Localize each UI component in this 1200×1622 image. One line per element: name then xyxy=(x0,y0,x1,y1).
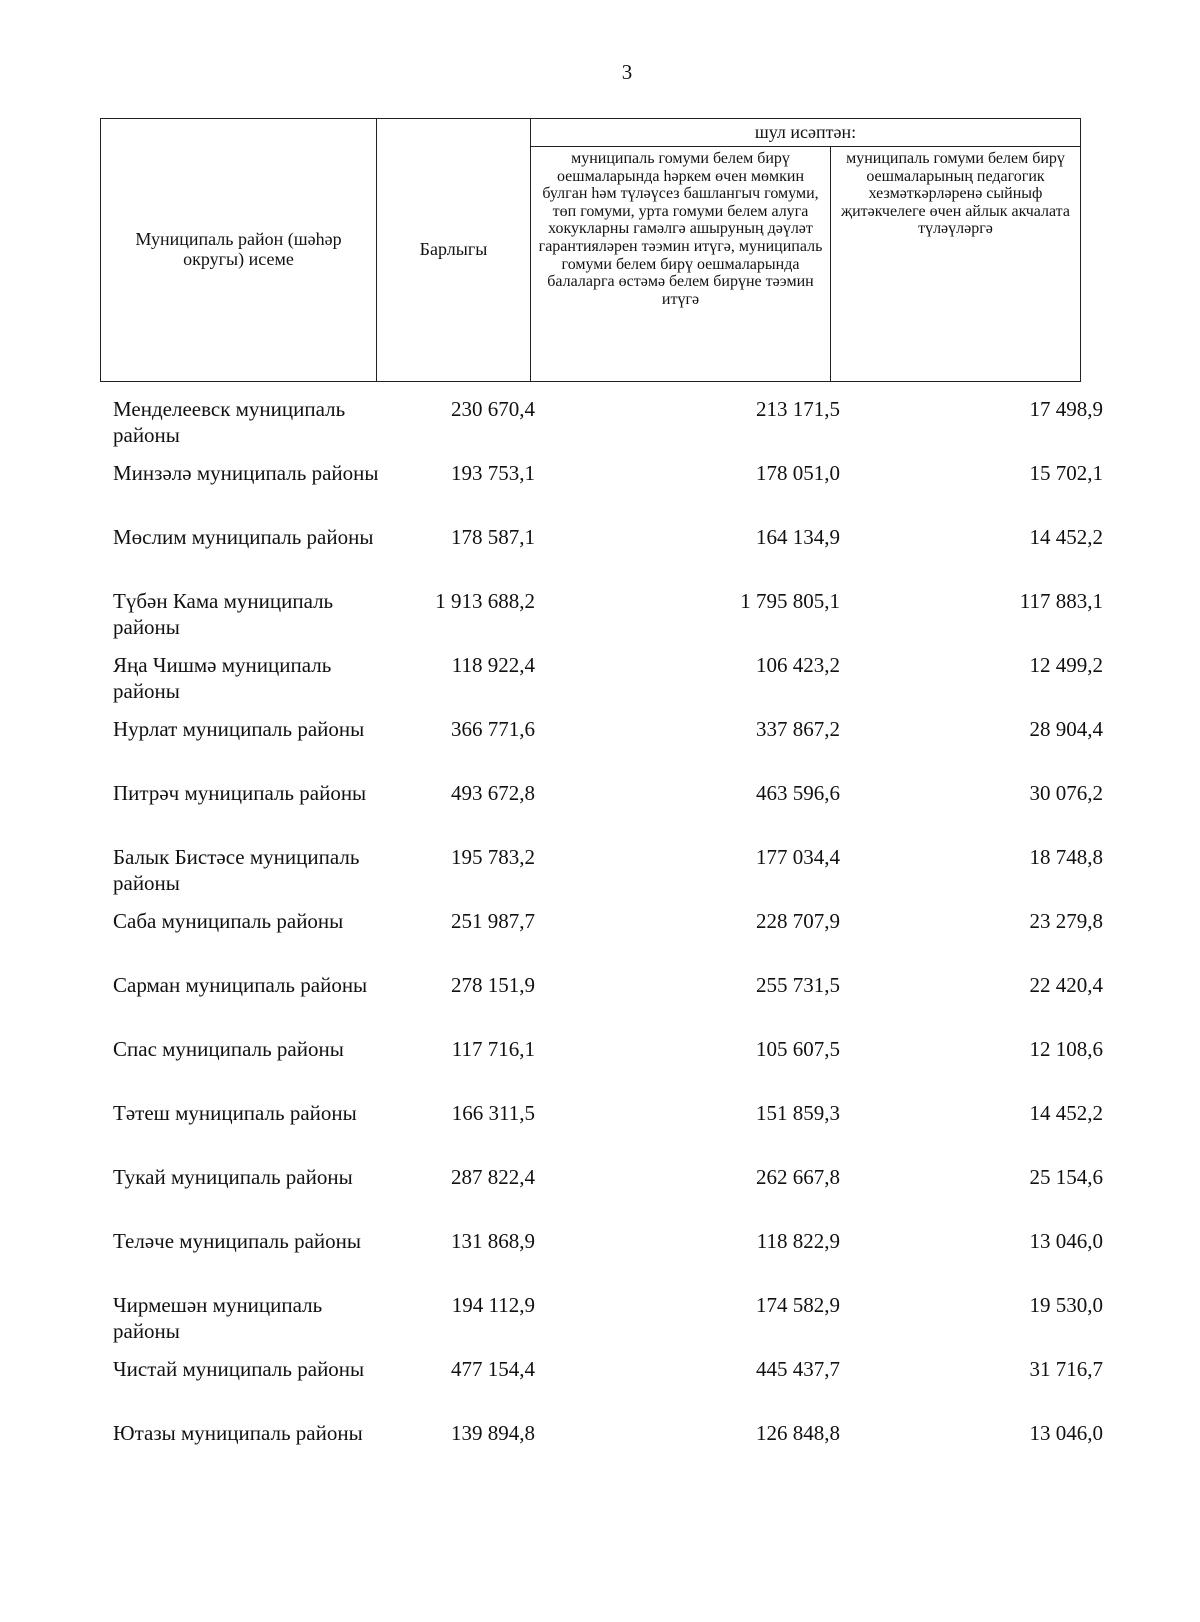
row-sub1: 178 051,0 xyxy=(756,461,840,485)
row-sub1: 337 867,2 xyxy=(756,717,840,741)
row-total: 193 753,1 xyxy=(451,461,535,485)
row-sub2: 18 748,8 xyxy=(1029,845,1103,869)
row-sub2: 31 716,7 xyxy=(1029,1357,1103,1381)
row-sub2: 22 420,4 xyxy=(1029,973,1103,997)
row-sub1: 164 134,9 xyxy=(756,525,840,549)
table-row xyxy=(0,844,1200,908)
table-row xyxy=(0,780,1200,844)
row-district-name: Нурлат муниципаль районы xyxy=(113,717,365,741)
row-sub2: 13 046,0 xyxy=(1029,1421,1103,1445)
row-sub2: 15 702,1 xyxy=(1029,461,1103,485)
header-total-column: Барлыгы xyxy=(377,119,531,382)
row-district-name: Ютазы муниципаль районы xyxy=(113,1421,363,1445)
table-row xyxy=(0,1292,1200,1356)
row-total: 131 868,9 xyxy=(451,1229,535,1253)
table-row xyxy=(0,972,1200,1036)
row-sub1: 105 607,5 xyxy=(756,1037,840,1061)
row-total: 278 151,9 xyxy=(451,973,535,997)
table-header xyxy=(100,118,1081,382)
row-district-name: Саба муниципаль районы xyxy=(113,909,344,933)
row-sub1: 174 582,9 xyxy=(756,1293,840,1317)
row-total: 287 822,4 xyxy=(451,1165,535,1189)
row-district-name: Питрәч муниципаль районы xyxy=(113,781,367,805)
table-row xyxy=(0,1420,1200,1484)
row-sub2: 19 530,0 xyxy=(1029,1293,1103,1317)
table-row xyxy=(0,908,1200,972)
table-row xyxy=(0,588,1200,652)
row-total: 118 922,4 xyxy=(451,653,535,677)
row-sub1: 106 423,2 xyxy=(756,653,840,677)
row-total: 139 894,8 xyxy=(451,1421,535,1445)
row-district-name: Тәтеш муниципаль районы xyxy=(113,1101,357,1125)
row-sub2: 17 498,9 xyxy=(1029,397,1103,421)
page-number: 3 xyxy=(621,60,633,84)
row-sub1: 177 034,4 xyxy=(756,845,840,869)
row-sub1: 255 731,5 xyxy=(756,973,840,997)
row-sub1: 151 859,3 xyxy=(756,1101,840,1125)
row-total: 178 587,1 xyxy=(451,525,535,549)
table-row xyxy=(0,1356,1200,1420)
row-sub2: 12 499,2 xyxy=(1029,653,1103,677)
row-district-name: Чирмешән муниципаль районы xyxy=(113,1293,323,1343)
row-total: 117 716,1 xyxy=(451,1037,535,1061)
row-district-name: Минзәлә муниципаль районы xyxy=(113,461,379,485)
row-sub1: 228 707,9 xyxy=(756,909,840,933)
row-total: 1 913 688,2 xyxy=(435,589,535,613)
row-district-name: Яңа Чишмә муниципаль районы xyxy=(113,653,332,703)
row-district-name: Теләче муниципаль районы xyxy=(113,1229,361,1253)
row-total: 477 154,4 xyxy=(451,1357,535,1381)
row-sub1: 126 848,8 xyxy=(756,1421,840,1445)
table-row xyxy=(0,524,1200,588)
row-sub2: 14 452,2 xyxy=(1029,525,1103,549)
table-row xyxy=(0,1100,1200,1164)
table-row xyxy=(0,396,1200,460)
row-sub1: 118 822,9 xyxy=(756,1229,840,1253)
row-sub2: 23 279,8 xyxy=(1029,909,1103,933)
row-total: 366 771,6 xyxy=(451,717,535,741)
row-sub1: 262 667,8 xyxy=(756,1165,840,1189)
table-row xyxy=(0,1036,1200,1100)
table-row xyxy=(0,652,1200,716)
row-district-name: Балык Бистәсе муниципаль районы xyxy=(113,845,360,895)
table-row xyxy=(0,1228,1200,1292)
row-district-name: Тукай муниципаль районы xyxy=(113,1165,353,1189)
row-total: 166 311,5 xyxy=(451,1101,535,1125)
row-sub2: 28 904,4 xyxy=(1029,717,1103,741)
table-row xyxy=(0,460,1200,524)
row-district-name: Мөслим муниципаль районы xyxy=(113,525,374,549)
row-sub2: 14 452,2 xyxy=(1029,1101,1103,1125)
row-total: 493 672,8 xyxy=(451,781,535,805)
row-sub2: 30 076,2 xyxy=(1029,781,1103,805)
row-total: 195 783,2 xyxy=(451,845,535,869)
row-sub1: 1 795 805,1 xyxy=(740,589,840,613)
table-body xyxy=(0,396,1200,1484)
row-district-name: Түбән Кама муниципаль районы xyxy=(113,589,334,639)
row-sub2: 12 108,6 xyxy=(1029,1037,1103,1061)
row-total: 194 112,9 xyxy=(451,1293,535,1317)
row-sub1: 213 171,5 xyxy=(756,397,840,421)
row-district-name: Чистай муниципаль районы xyxy=(113,1357,365,1381)
row-sub2: 13 046,0 xyxy=(1029,1229,1103,1253)
row-sub2: 25 154,6 xyxy=(1029,1165,1103,1189)
header-name-column: Муниципаль район (шәһәр округы) исеме xyxy=(101,119,377,382)
header-sub-column-2: муниципаль гомуми белем бирү оешмаларының педагогик хезмәткәрләренә сыйныф җитәкчелеге өчен айлык акчалата түләүләргә xyxy=(831,147,1081,382)
header-group-label: шул исәптән: xyxy=(531,119,1081,147)
header-sub-column-1: муниципаль гомуми белем бирү оешмаларында һәркем өчен мөмкин булган һәм түләүсез башлангыч гомуми, төп гомуми, урта гомуми белем алуга хокукларны гамәлгә ашыруның дәүләт гарантияләрен тәэмин итүгә, муниципаль гомуми белем бирү оешмаларында балаларга өстәмә белем бирүне тәэмин итүгә xyxy=(531,147,831,382)
row-district-name: Спас муниципаль районы xyxy=(113,1037,344,1061)
row-district-name: Сарман муниципаль районы xyxy=(113,973,368,997)
row-sub1: 445 437,7 xyxy=(756,1357,840,1381)
row-sub1: 463 596,6 xyxy=(756,781,840,805)
row-sub2: 117 883,1 xyxy=(1019,589,1103,613)
row-district-name: Менделеевск муниципаль районы xyxy=(113,397,346,447)
row-total: 230 670,4 xyxy=(451,397,535,421)
table-row xyxy=(0,716,1200,780)
row-total: 251 987,7 xyxy=(451,909,535,933)
table-row xyxy=(0,1164,1200,1228)
